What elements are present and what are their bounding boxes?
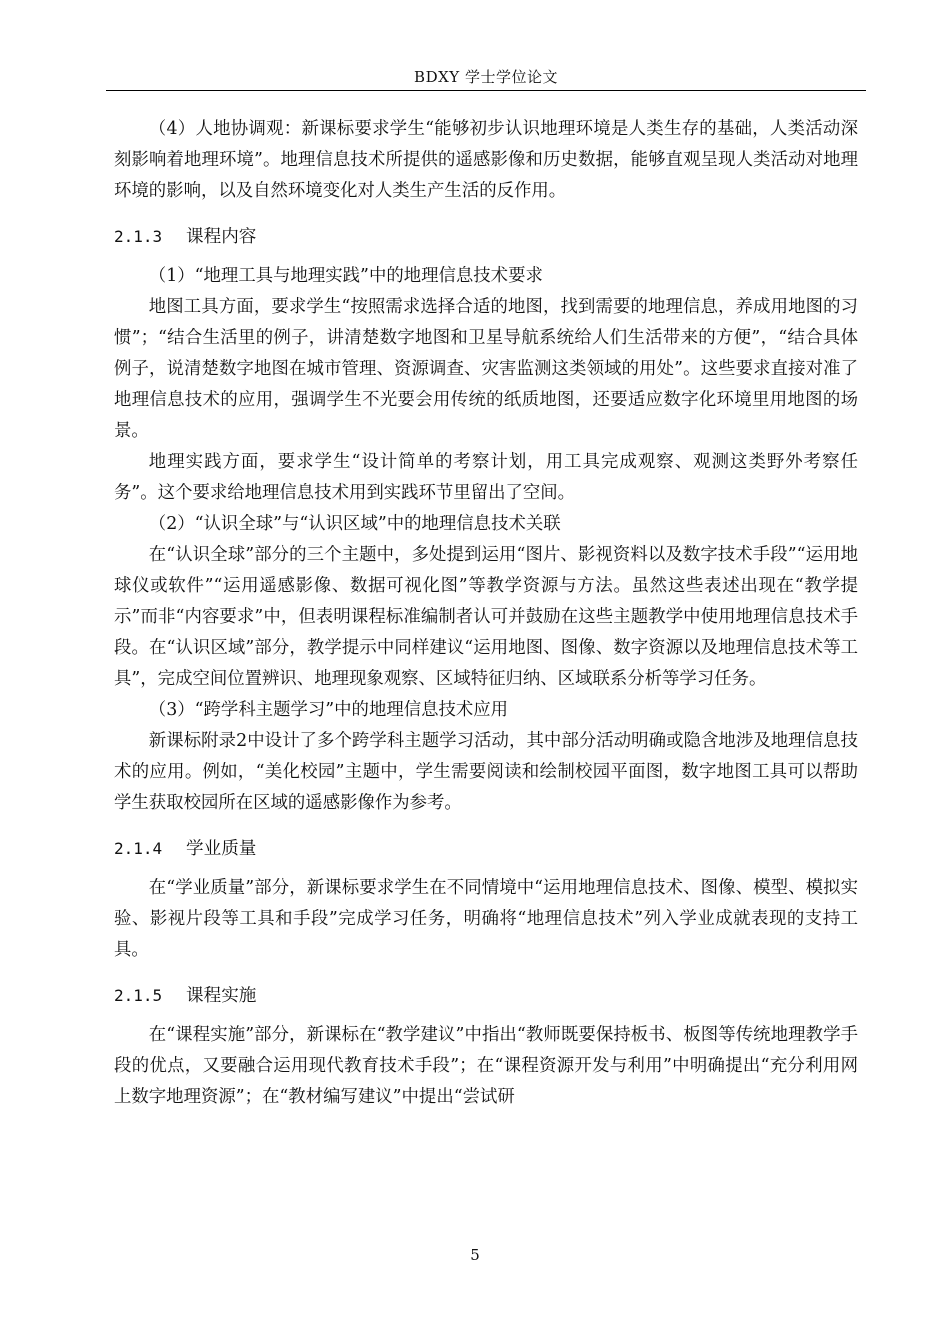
- subheading-global-regional: （2）“认识全球”与“认识区域”中的地理信息技术关联: [148, 514, 561, 534]
- section-heading-2-1-3: [114, 221, 858, 253]
- paragraph-map-tools: 地图工具方面，要求学生“按照需求选择合适的地图，找到需要的地理信息，养成用地图的习惯”；“结合生活里的例子，讲清楚数字地图和卫星导航系统给人们生活带来的方便”，“结合具体例子，说清楚数字地图在城市管理、资源调查、灾害监测这类领域的用处”。这些要求直接对准了地理信息技术的应用，强调学生不光要会用传统的纸质地图，还要适应数字化环境里用地图的场景。: [114, 297, 858, 441]
- section-title: 课程实施: [186, 986, 257, 1006]
- section-number: 2.1.5: [114, 986, 163, 1005]
- paragraph-course-implementation: 在“课程实施”部分，新课标在“教学建议”中指出“教师既要保持板书、板图等传统地理教学手段的优点，又要融合运用现代教育技术手段”；在“课程资源开发与利用”中明确提出“充分利用网上数字地理资源”；在“教材编写建议”中提出“尝试研: [114, 1025, 858, 1107]
- paragraph-interdisciplinary: 新课标附录2中设计了多个跨学科主题学习活动，其中部分活动明确或隐含地涉及地理信息技术的应用。例如，“美化校园”主题中，学生需要阅读和绘制校园平面图，数字地图工具可以帮助学生获取校园所在区域的遥感影像作为参考。: [114, 731, 858, 813]
- paragraph-geo-practice: 地理实践方面，要求学生“设计简单的考察计划，用工具完成观察、观测这类野外考察任务”。这个要求给地理信息技术用到实践环节里留出了空间。: [114, 452, 858, 503]
- body-text: [114, 114, 858, 1113]
- section-number: 2.1.3: [114, 227, 163, 246]
- subheading-interdisciplinary: （3）“跨学科主题学习”中的地理信息技术应用: [148, 700, 509, 720]
- section-title: 学业质量: [186, 839, 257, 859]
- section-heading-2-1-5: [114, 980, 858, 1012]
- paragraph-academic-quality: 在“学业质量”部分，新课标要求学生在不同情境中“运用地理信息技术、图像、模型、模拟实验、影视片段等工具和手段”完成学习任务，明确将“地理信息技术”列入学业成就表现的支持工具。: [114, 878, 858, 960]
- section-title: 课程内容: [186, 227, 257, 247]
- page-number: 5: [470, 1246, 480, 1264]
- subheading-tools-practice: （1）“地理工具与地理实践”中的地理信息技术要求: [148, 266, 543, 286]
- paragraph-human-earth: （4）人地协调观：新课标要求学生“能够初步认识地理环境是人类生存的基础，人类活动深刻影响着地理环境”。地理信息技术所提供的遥感影像和历史数据，能够直观呈现人类活动对地理环境的影响，以及自然环境变化对人类生产生活的反作用。: [114, 119, 858, 201]
- header-rule: [106, 90, 866, 91]
- section-number: 2.1.4: [114, 839, 163, 858]
- running-header: BDXY 学士学位论文: [414, 68, 558, 86]
- section-heading-2-1-4: [114, 833, 858, 865]
- paragraph-global-regional: 在“认识全球”部分的三个主题中，多处提到运用“图片、影视资料以及数字技术手段”“运用地球仪或软件”“运用遥感影像、数据可视化图”等教学资源与方法。虽然这些表述出现在“教学提示”而非“内容要求”中，但表明课程标准编制者认可并鼓励在这些主题教学中使用地理信息技术手段。在“认识区域”部分，教学提示中同样建议“运用地图、图像、数字资源以及地理信息技术等工具”，完成空间位置辨识、地理现象观察、区域特征归纳、区域联系分析等学习任务。: [114, 545, 858, 689]
